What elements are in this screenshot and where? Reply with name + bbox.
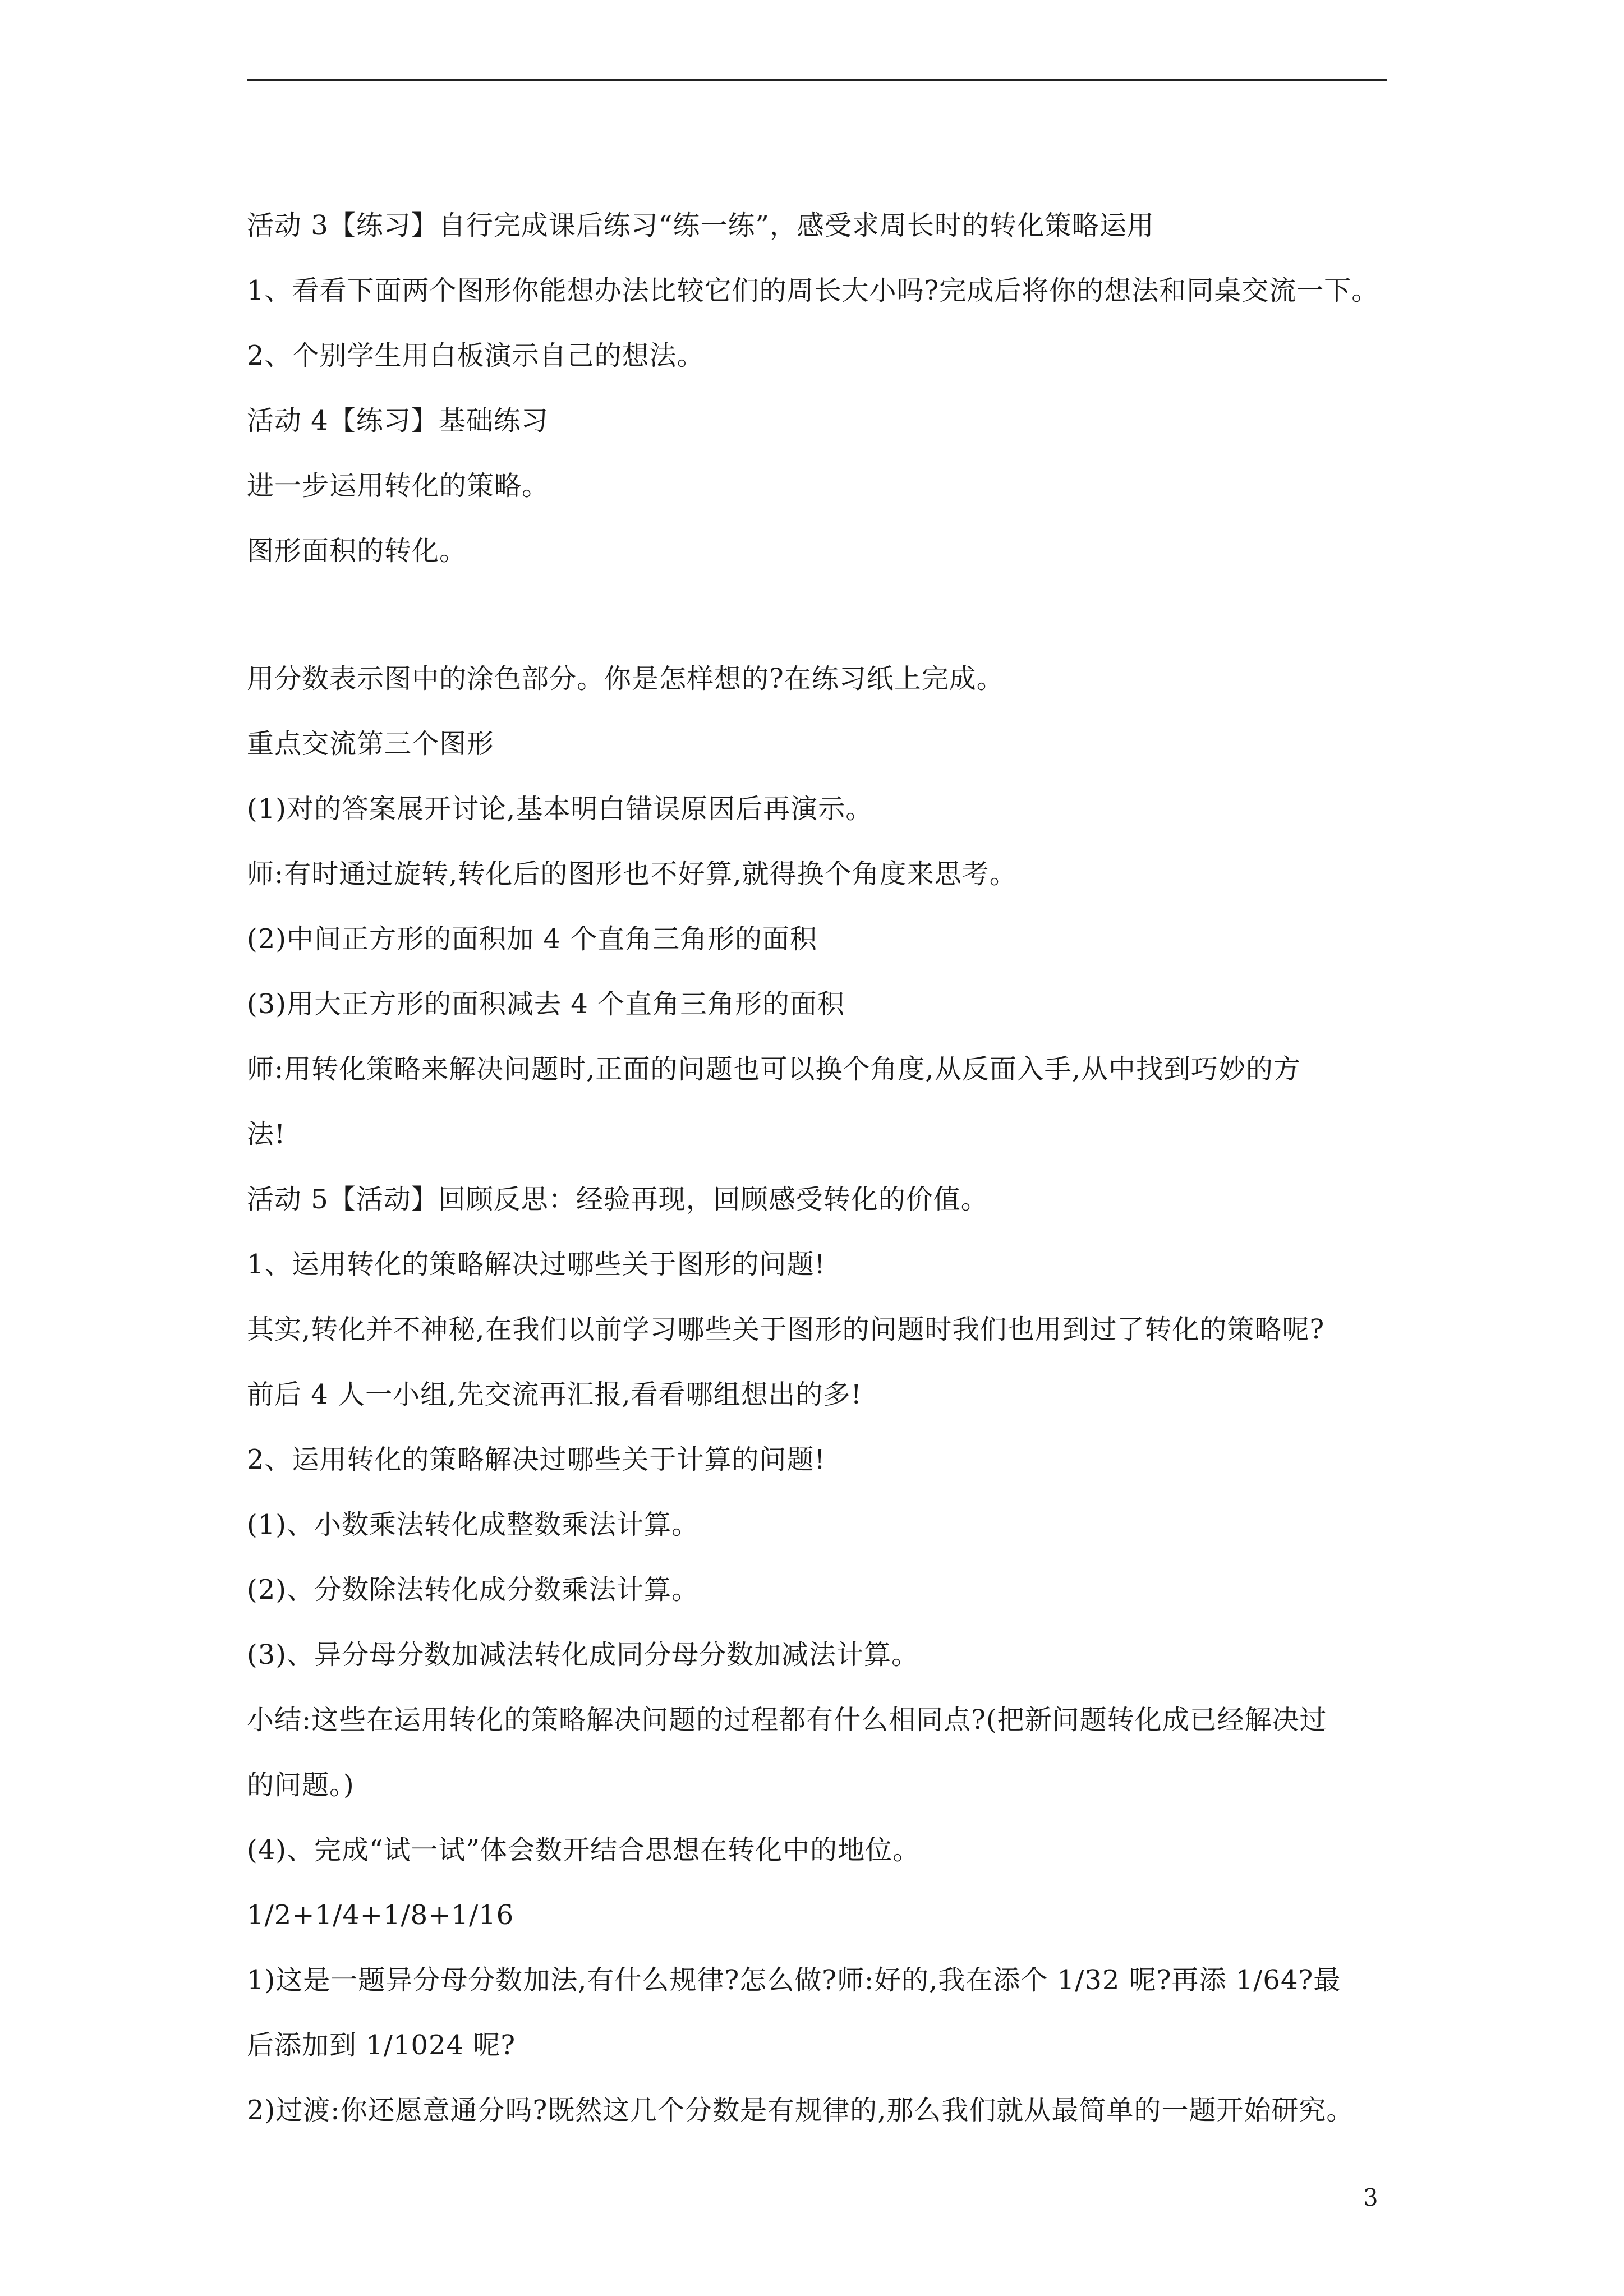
paragraph-line: 1)这是一题异分母分数加法,有什么规律?怎么做?师:好的,我在添个 1/32 呢?再添 1/64?最 [247,1964,1341,1996]
paragraph-line: 师:用转化策略来解决问题时,正面的问题也可以换个角度,从反面入手,从中找到巧妙的方 [247,1053,1301,1085]
paragraph-line: 小结:这些在运用转化的策略解决问题的过程都有什么相同点?(把新问题转化成已经解决过 [247,1704,1327,1736]
paragraph-line: 法! [247,1119,286,1150]
paragraph-line: 2)过渡:你还愿意通分吗?既然这几个分数是有规律的,那么我们就从最简单的一题开始研究。 [247,2095,1354,2126]
paragraph-line: 用分数表示图中的涂色部分。你是怎样想的?在练习纸上完成。 [247,663,1004,694]
activity-5-heading: 活动 5【活动】回顾反思：经验再现，回顾感受转化的价值。 [247,1184,988,1215]
paragraph-line: (2)、分数除法转化成分数乘法计算。 [247,1574,699,1605]
paragraph-line: 重点交流第三个图形 [247,728,495,760]
paragraph-line: (1)、小数乘法转化成整数乘法计算。 [247,1509,699,1540]
activity-3-heading: 活动 3【练习】自行完成课后练习“练一练”，感受求周长时的转化策略运用 [247,210,1154,241]
paragraph-line: 师:有时通过旋转,转化后的图形也不好算,就得换个角度来思考。 [247,858,1017,890]
page-number: 3 [1363,2184,1378,2211]
paragraph-line: (3)用大正方形的面积减去 4 个直角三角形的面积 [247,988,845,1020]
header-rule [247,79,1387,81]
paragraph-line: 其实,转化并不神秘,在我们以前学习哪些关于图形的问题时我们也用到过了转化的策略呢? [247,1314,1325,1345]
paragraph-line: (3)、异分母分数加减法转化成同分母分数加减法计算。 [247,1639,919,1671]
math-expression: 1/2+1/4+1/8+1/16 [247,1899,514,1931]
paragraph-line: 1、运用转化的策略解决过哪些关于图形的问题! [247,1249,826,1280]
paragraph-line: 2、个别学生用白板演示自己的想法。 [247,340,705,371]
paragraph-line: (1)对的答案展开讨论,基本明白错误原因后再演示。 [247,793,873,825]
paragraph-line: 图形面积的转化。 [247,535,467,567]
paragraph-line: (2)中间正方形的面积加 4 个直角三角形的面积 [247,923,818,955]
activity-4-heading: 活动 4【练习】基础练习 [247,405,549,436]
paragraph-line: 的问题。) [247,1769,355,1801]
paragraph-line: 2、运用转化的策略解决过哪些关于计算的问题! [247,1444,826,1475]
paragraph-line: 1、看看下面两个图形你能想办法比较它们的周长大小吗?完成后将你的想法和同桌交流一下。 [247,275,1379,306]
paragraph-line: 后添加到 1/1024 呢? [247,2030,516,2061]
paragraph-line: 前后 4 人一小组,先交流再汇报,看看哪组想出的多! [247,1379,862,1410]
paragraph-line: 进一步运用转化的策略。 [247,470,550,501]
paragraph-line: (4)、完成“试一试”体会数开结合思想在转化中的地位。 [247,1834,921,1866]
